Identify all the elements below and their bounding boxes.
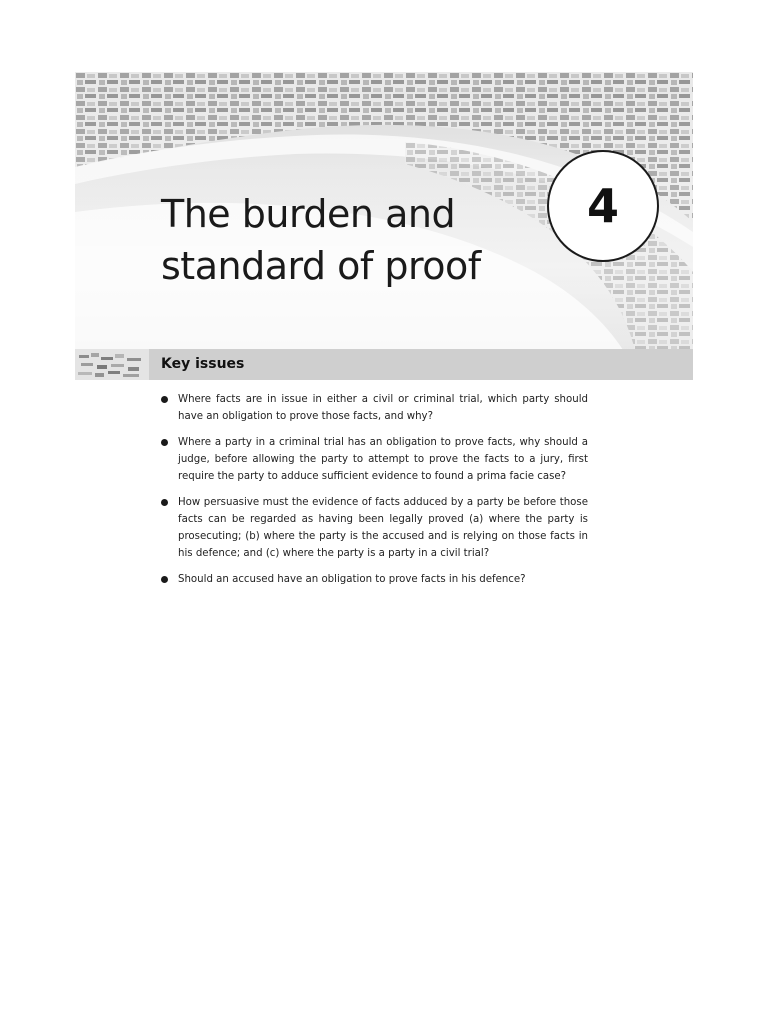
list-item-text: Where a party in a criminal trial has an obligation to prove facts, why should a judge, before allowing the party to attempt to prove the facts to a jury, first require the party to adduce sufficient evidence to found a prima facie case?	[178, 437, 588, 482]
key-issues-list	[160, 391, 588, 597]
chapter-number: 4	[586, 179, 619, 233]
list-item	[160, 571, 588, 588]
chapter-title	[161, 188, 481, 292]
bullet-icon	[161, 499, 168, 506]
key-issues-header-bar	[75, 349, 693, 380]
list-item	[160, 391, 588, 425]
bullet-icon	[161, 396, 168, 403]
key-issues-thumbnail-image	[75, 349, 149, 380]
list-item-text: Should an accused have an obligation to prove facts in his defence?	[178, 574, 526, 585]
chapter-title-line-2: standard of proof	[161, 244, 481, 288]
list-item	[160, 434, 588, 485]
list-item	[160, 494, 588, 562]
bullet-icon	[161, 576, 168, 583]
list-item-text: Where facts are in issue in either a civil or criminal trial, which party should have an obligation to prove those facts, and why?	[178, 394, 588, 422]
chapter-banner	[75, 72, 693, 350]
key-issues-heading: Key issues	[161, 356, 245, 372]
list-item-text: How persuasive must the evidence of facts adduced by a party be before those facts can be regarded as having been legally proved (a) where the party is prosecuting; (b) where the party is the accused and is relying on those facts in his defence; and (c) where the party is a party in a civil trial?	[178, 497, 588, 559]
chapter-number-badge	[547, 150, 659, 262]
chapter-title-line-1: The burden and	[161, 192, 456, 236]
bullet-icon	[161, 439, 168, 446]
